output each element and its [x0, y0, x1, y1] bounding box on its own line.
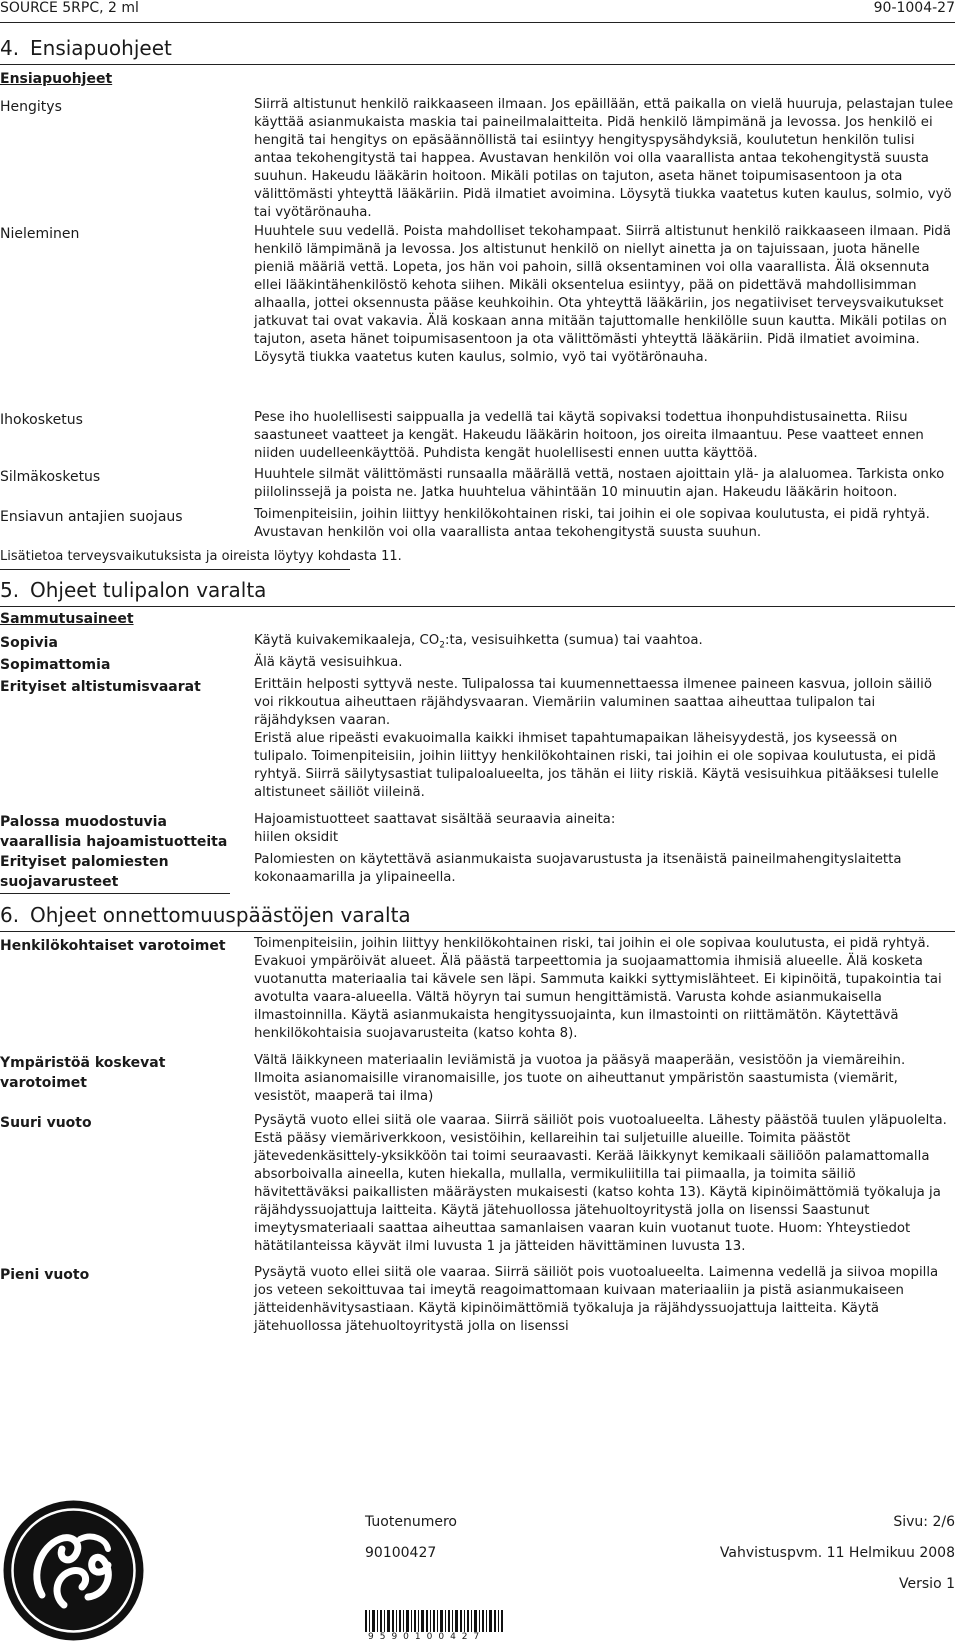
text-erityiset-altistumisvaarat — [254, 676, 954, 802]
text-silmakosketus: Huuhtele silmät välittömästi runsaalla määrällä vettä, nostaen ajoittain ylä- ja alaluomea. Tarkista onko piilolinssejä ja poista ne. Jatka huuhtelua vähintään 10 minuutin ajan. Hakeudu lääkärin hoitoon. — [254, 467, 945, 500]
section-number: 6. — [0, 903, 20, 927]
section-title: Ohjeet onnettomuuspäästöjen varalta — [30, 903, 411, 927]
label-erityiset-altistumisvaarat: Erityiset altistumisvaarat — [0, 679, 201, 695]
version: Versio 1 — [899, 1576, 955, 1592]
label-sopivia: Sopivia — [0, 635, 58, 651]
barcode-digits: 9590100427 — [368, 1632, 486, 1642]
text-henkilokohtaiset-varotoimet: Toimenpiteisiin, joihin liittyy henkilökohtainen riski, tai joihin ei ole sopivaa koulutusta, ei pidä ryhtyä. Evakuoi ympäröivät alueet. Älä päästä tarpeettomia ja suojaamattomia ihmisiä alueelle. Älä kosketa vuotanutta materiaalia tai kävele sen läpi. Sammuta kaikki syttymislähteet. Ei kipinöitä, tupakointia tai avotulta vaara-alueella. Vältä höyryn tai sumun hengittämistä. Varusta kohde asianmukaisella ilmastoinnilla. Käytä asianmukaista hengityssuojainta, kun ilmastointi on riittämätön. Käytettävä henkilökohtaisia suojavarusteita (katso kohta 8). — [254, 936, 942, 1041]
label-ymparistoa-koskevat-varotoimet: Ympäristöä koskevat varotoimet — [0, 1055, 166, 1091]
text-palomiesten-suojavarusteet: Palomiesten on käytettävä asianmukaista suojavarustusta ja itsenäistä paineilmahengityslaitetta kokonaamarilla ja ylipaineella. — [254, 852, 902, 885]
section-4-heading — [0, 36, 172, 60]
text-sopivia — [254, 632, 954, 655]
product-number: 90100427 — [365, 1545, 437, 1561]
label-henkilokohtaiset-varotoimet: Henkilökohtaiset varotoimet — [0, 938, 226, 954]
divider — [0, 64, 955, 65]
paragraph: Eristä alue ripeästi evakuoimalla kaikki ihmiset tapahtumapaikan läheisyydestä, jos kyseessä on tulipalo. Toimenpiteisiin, joihin liittyy henkilökohtainen riski, tai joihin ei ole sopivaa koulutusta, ei pidä ryhtyä. Siirrä säilytysastiat tulipaloalueelta, jos tähän ei liity riskiä. Käytä vesisuihkua pitääksesi tulelle altistuneet säiliöt viileinä. — [254, 731, 939, 800]
paragraph: Hajoamistuotteet saattavat sisältää seuraavia aineita: — [254, 812, 616, 827]
section-number: 5. — [0, 578, 20, 602]
validation-date: Vahvistuspvm. 11 Helmikuu 2008 — [719, 1545, 955, 1561]
note-lisatietoa: Lisätietoa terveysvaikutuksista ja oireista löytyy kohdasta 11. — [0, 549, 402, 564]
label-nieleminen: Nieleminen — [0, 226, 80, 242]
label-palomiesten-suojavarusteet: Erityiset palomiesten suojavarusteet — [0, 854, 169, 890]
section-number: 4. — [0, 36, 20, 60]
label-sopimattomia: Sopimattomia — [0, 657, 111, 673]
paragraph: Erittäin helposti syttyvä neste. Tulipalossa tai kuumennettaessa ilmenee paineen kasvua, jolloin säiliö voi rikkoutua aiheuttaen räjähdysvaaran. Viemäriin valuminen saattaa aiheuttaa tulipalon tai räjähdyksen vaaran. — [254, 677, 932, 728]
product-number-label: Tuotenumero — [365, 1514, 457, 1530]
text-suuri-vuoto: Pysäytä vuoto ellei siitä ole vaaraa. Siirrä säiliöt pois vuotoalueelta. Lähesty päästöä tuulen yläpuolelta. Estä pääsy viemäriverkkoon, vesistöihin, kellareihin tai suljetuille alueille. Toimita päästöt jätevedenkäsittely-yksikköön tai toimi seuraavasti. Kerää läikkynyt kemikaali säiliöön palamattomalla absorboivalla aineella, kuten hiekalla, mullalla, vermikuliitilla tai piimaalla, ja toimita säiliö hävitettäväksi paikallisten määräysten mukaisesti (katso kohta 13). Käytä kipinöimättömiä työkaluja ja räjähdyssuojattuja laitteita. Käytä jätehuollossa jätehuoltoyritystä jolla on lisenssi Saastunut imeytysmateriaali saattaa aiheuttaa samanlaisen vaaran kuin vuotanut tuote. Huom: Yhteystiedot hätätilanteissa käyvät ilmi luvusta 1 ja jätteiden hävittäminen luvusta 13. — [254, 1113, 947, 1254]
page-number: Sivu: 2/6 — [893, 1514, 955, 1530]
label-suuri-vuoto: Suuri vuoto — [0, 1115, 92, 1131]
text-part: Käytä kuivakemikaaleja, CO — [254, 633, 440, 648]
divider — [0, 931, 955, 932]
label-hengitys: Hengitys — [0, 99, 62, 115]
ge-logo — [2, 1499, 145, 1642]
label-palossa-muodostuvia: Palossa muodostuvia vaarallisia hajoamistuotteita — [0, 814, 228, 850]
label-ihokosketus: Ihokosketus — [0, 412, 83, 428]
text-hengitys: Siirrä altistunut henkilö raikkaaseen ilmaan. Jos epäillään, että paikalla on vielä huuruja, pelastajan tulee käyttää asianmukaista maskia tai paineilmalaitteita. Pidä henkilö lämpimänä ja levossa. Jos henkilö ei hengitä tai hengitys on epäsäännöllistä tai esiintyy hengityspysähdyksiä, koulutetun henkilön tulisi antaa tekohengitystä tai happea. Avustavan henkilön voi olla vaarallista antaa tekohengitystä suusta suuhun. Hakeudu lääkärin hoitoon. Mikäli potilas on tajuton, aseta hänet toipumisasentoon ja ota välittömästi yhteyttä lääkäriin. Pidä ilmatiet avoimina. Löysytä tiukka vaatetus kuten kaulus, solmio, vyö tai vyötärönauha. — [254, 97, 954, 220]
paragraph: hiilen oksidit — [254, 830, 339, 845]
subheading: Ensiapuohjeet — [0, 71, 113, 87]
section-5-heading — [0, 578, 266, 602]
text-sopimattomia: Älä käytä vesisuihkua. — [254, 655, 403, 670]
text-nieleminen: Huuhtele suu vedellä. Poista mahdolliset tekohampaat. Siirrä altistunut henkilö raikkaaseen ilmaan. Pidä henkilö lämpimänä ja levossa. Jos altistunut henkilö on niellyt ainetta ja on tajuissaan, juota hänelle pieniä määriä vettä. Lopeta, jos hän voi pahoin, sillä oksentaminen voi olla vaarallista. Älä oksennuta ellei lääkintähenkilöstö kehota siihen. Mikäli oksentelua esiintyy, pää on pidettävä mahdollisimman alhaalla, jottei oksennusta pääse keuhkoihin. Ota yhteyttä lääkäriin, jos negatiiviset terveysvaikutukset jatkuvat tai ovat vakavia. Älä koskaan anna mitään tajuttomalle henkilölle suun kautta. Mikäli potilas on tajuton, aseta hänet toipumisasentoon ja ota välittömästi yhteyttä lääkäriin. Pidä ilmatiet avoimina. Löysytä tiukka vaatetus kuten kaulus, solmio, vyö tai vyötärönauha. — [254, 224, 952, 365]
label-ensiavun-antajien-suojaus: Ensiavun antajien suojaus — [0, 509, 183, 525]
text-ensiavun-antajien-suojaus: Toimenpiteisiin, joihin liittyy henkilökohtainen riski, tai joihin ei ole sopivaa koulutusta, ei pidä ryhtyä. Avustavan henkilön voi olla vaarallista antaa tekohengitystä suusta suuhun. — [254, 507, 930, 540]
section-6-heading — [0, 903, 411, 927]
text-pieni-vuoto: Pysäytä vuoto ellei siitä ole vaaraa. Siirrä säiliöt pois vuotoalueelta. Laimenna vedellä ja siivoa mopilla jos veteen sekoittuvaa tai imeytä reagoimattomaan kuivaan materiaaliin ja pistä asianmukaiseen jätteidenhävitysastiaan. Käytä kipinöimättömiä työkaluja ja räjähdyssuojattuja laitteita. Käytä jätehuollossa jätehuoltoyritystä jolla on lisenssi — [254, 1265, 939, 1334]
text-part: :ta, vesisuihketta (sumua) tai vaahtoa. — [445, 633, 703, 648]
header-code: 90-1004-27 — [873, 0, 955, 16]
subheading: Sammutusaineet — [0, 611, 134, 627]
divider — [0, 893, 230, 894]
label-silmakosketus: Silmäkosketus — [0, 469, 101, 485]
text-palossa-muodostuvia — [254, 811, 954, 847]
subscript: 2 — [439, 640, 445, 651]
divider — [0, 569, 350, 570]
divider — [0, 606, 955, 607]
page-header — [0, 0, 955, 23]
text-ymparistoa-koskevat-varotoimet: Vältä läikkyneen materiaalin leviämistä ja vuotoa ja pääsyä maaperään, vesistöön ja viemäreihin. Ilmoita asianomaisille viranomaisille, jos tuote on aiheuttanut ympäristön saastumista (viemärit, vesistöt, maaperä tai ilma) — [254, 1053, 906, 1104]
barcode — [365, 1610, 505, 1632]
section-title: Ensiapuohjeet — [30, 36, 172, 60]
header-product: SOURCE 5RPC, 2 ml — [0, 0, 139, 16]
section-title: Ohjeet tulipalon varalta — [30, 578, 267, 602]
text-ihokosketus: Pese iho huolellisesti saippualla ja vedellä tai käytä sopivaksi todettua ihonpuhdistusainetta. Riisu saastuneet vaatteet ja kengät. Hakeudu lääkärin hoitoon, jos oireita ilmaantuu. Pese vaatteet ennen niiden uudelleenkäyttöä. Puhdista kengät huolellisesti ennen uutta käyttöä. — [254, 410, 924, 461]
label-pieni-vuoto: Pieni vuoto — [0, 1267, 90, 1283]
